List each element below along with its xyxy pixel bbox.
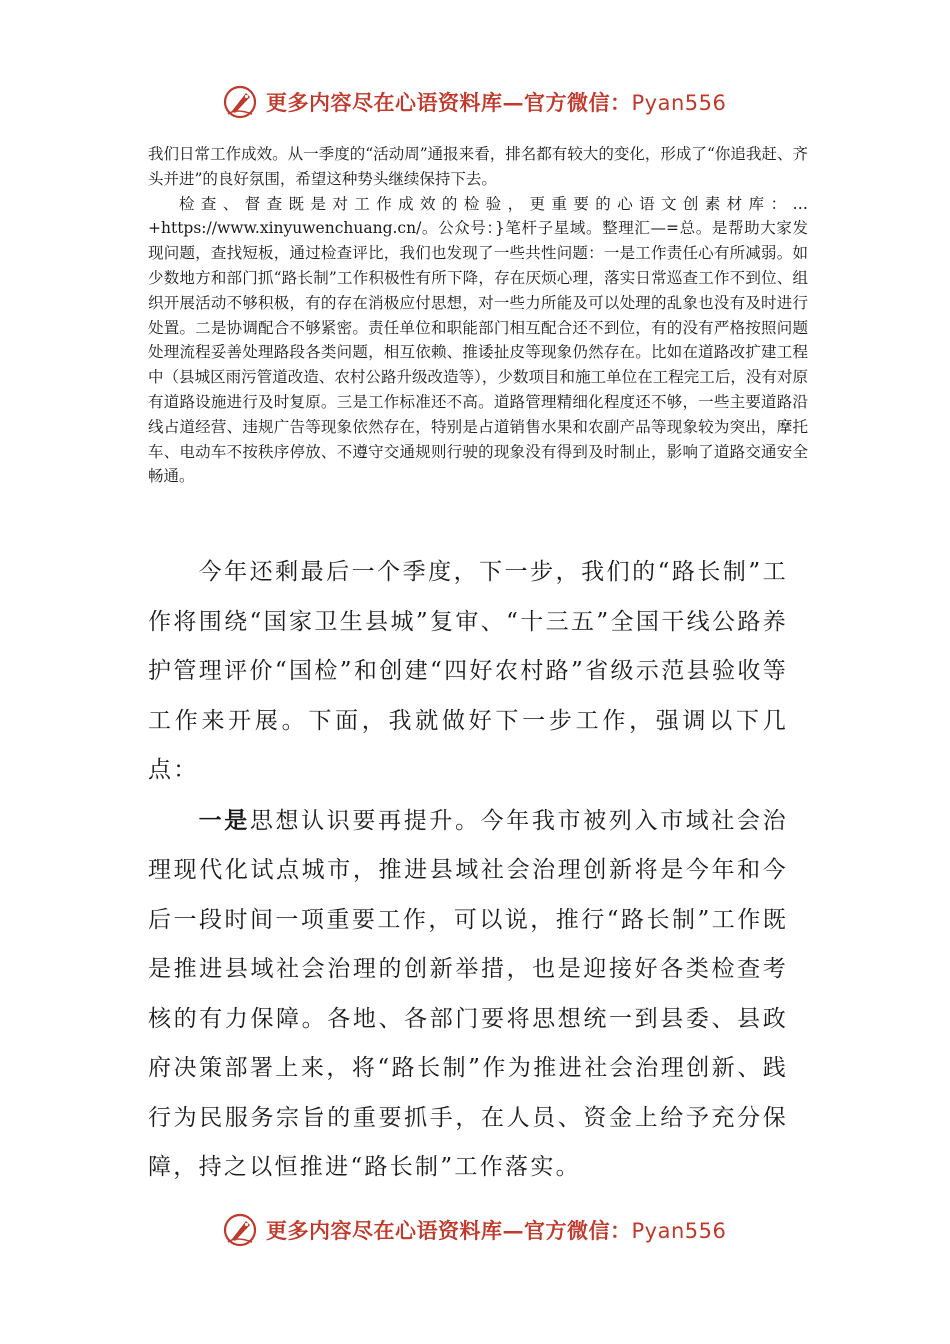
pen-nib-circle-icon	[222, 1212, 258, 1248]
header-banner	[222, 82, 742, 122]
small-paragraph: 我们日常工作成效。从一季度的“活动周”通报来看，排名都有较大的变化，形成了“你追我赶、齐头并进”的良好氛围，希望这种势头继续保持下去。	[148, 145, 808, 188]
banner-text	[266, 87, 726, 117]
banner-text	[266, 1215, 726, 1245]
paragraph-lead: 一是	[198, 806, 250, 834]
wechat-id: Pyan556	[631, 1219, 727, 1243]
large-paragraph	[148, 796, 788, 1193]
large-text-block	[148, 548, 788, 1193]
paragraph-body: 思想认识要再提升。今年我市被列入市域社会治理现代化试点城市，推进县域社会治理创新将是今年和今后一段时间一项重要工作，可以说，推行“路长制”工作既是推进县域社会治理的创新举措，也是迎接好各类检查考核的有力保障。各地、各部门要将思想统一到县委、县政府决策部署上来，将“路长制”作为推进社会治理创新、践行为民服务宗旨的重要抓手，在人员、资金上给予充分保障，持之以恒推进“路长制”工作落实。	[148, 807, 788, 1180]
footer-banner	[222, 1210, 742, 1250]
large-paragraph: 今年还剩最后一个季度，下一步，我们的“路长制”工作将围绕“国家卫生县城”复审、“十三五”全国干线公路养护管理评价“国检”和创建“四好农村路”省级示范县验收等工作来开展。下面，我就做好下一步工作，强调以下几点：	[148, 559, 788, 783]
pen-nib-circle-icon	[222, 84, 258, 120]
wechat-id: Pyan556	[631, 91, 727, 115]
banner-label: 更多内容尽在心语资料库—官方微信：	[266, 1218, 632, 1243]
banner-label: 更多内容尽在心语资料库—官方微信：	[266, 90, 632, 115]
small-paragraph: 检查、督查既是对工作成效的检验，更重要的心语文创素材库：…+https://www.xinyuwenchuang.cn/。公众号：}笔杆子星域。整理汇—=总。是帮助大家发现问题，查找短板，通过检查评比，我们也发现了一些共性问题：一是工作责任心有所减弱。如少数地方和部门抓“路长制”工作积极性有所下降，存在厌烦心理，落实日常巡查工作不到位、组织开展活动不够积极，有的存在消极应付思想，对一些力所能及可以处理的乱象也没有及时进行处置。二是协调配合不够紧密。责任单位和职能部门相互配合还不到位，有的没有严格按照问题处理流程妥善处理路段各类问题，相互依赖、推诿扯皮等现象仍然存在。比如在道路改扩建工程中（县城区雨污管道改造、农村公路升级改造等），少数项目和施工单位在工程完工后，没有对原有道路设施进行及时复原。三是工作标准还不高。道路管理精细化程度还不够，一些主要道路沿线占道经营、违规广告等现象依然存在，特别是占道销售水果和农副产品等现象较为突出，摩托车、电动车不按秩序停放、不遵守交通规则行驶的现象没有得到及时制止，影响了道路交通安全畅通。	[148, 194, 808, 486]
small-text-block	[148, 142, 808, 489]
